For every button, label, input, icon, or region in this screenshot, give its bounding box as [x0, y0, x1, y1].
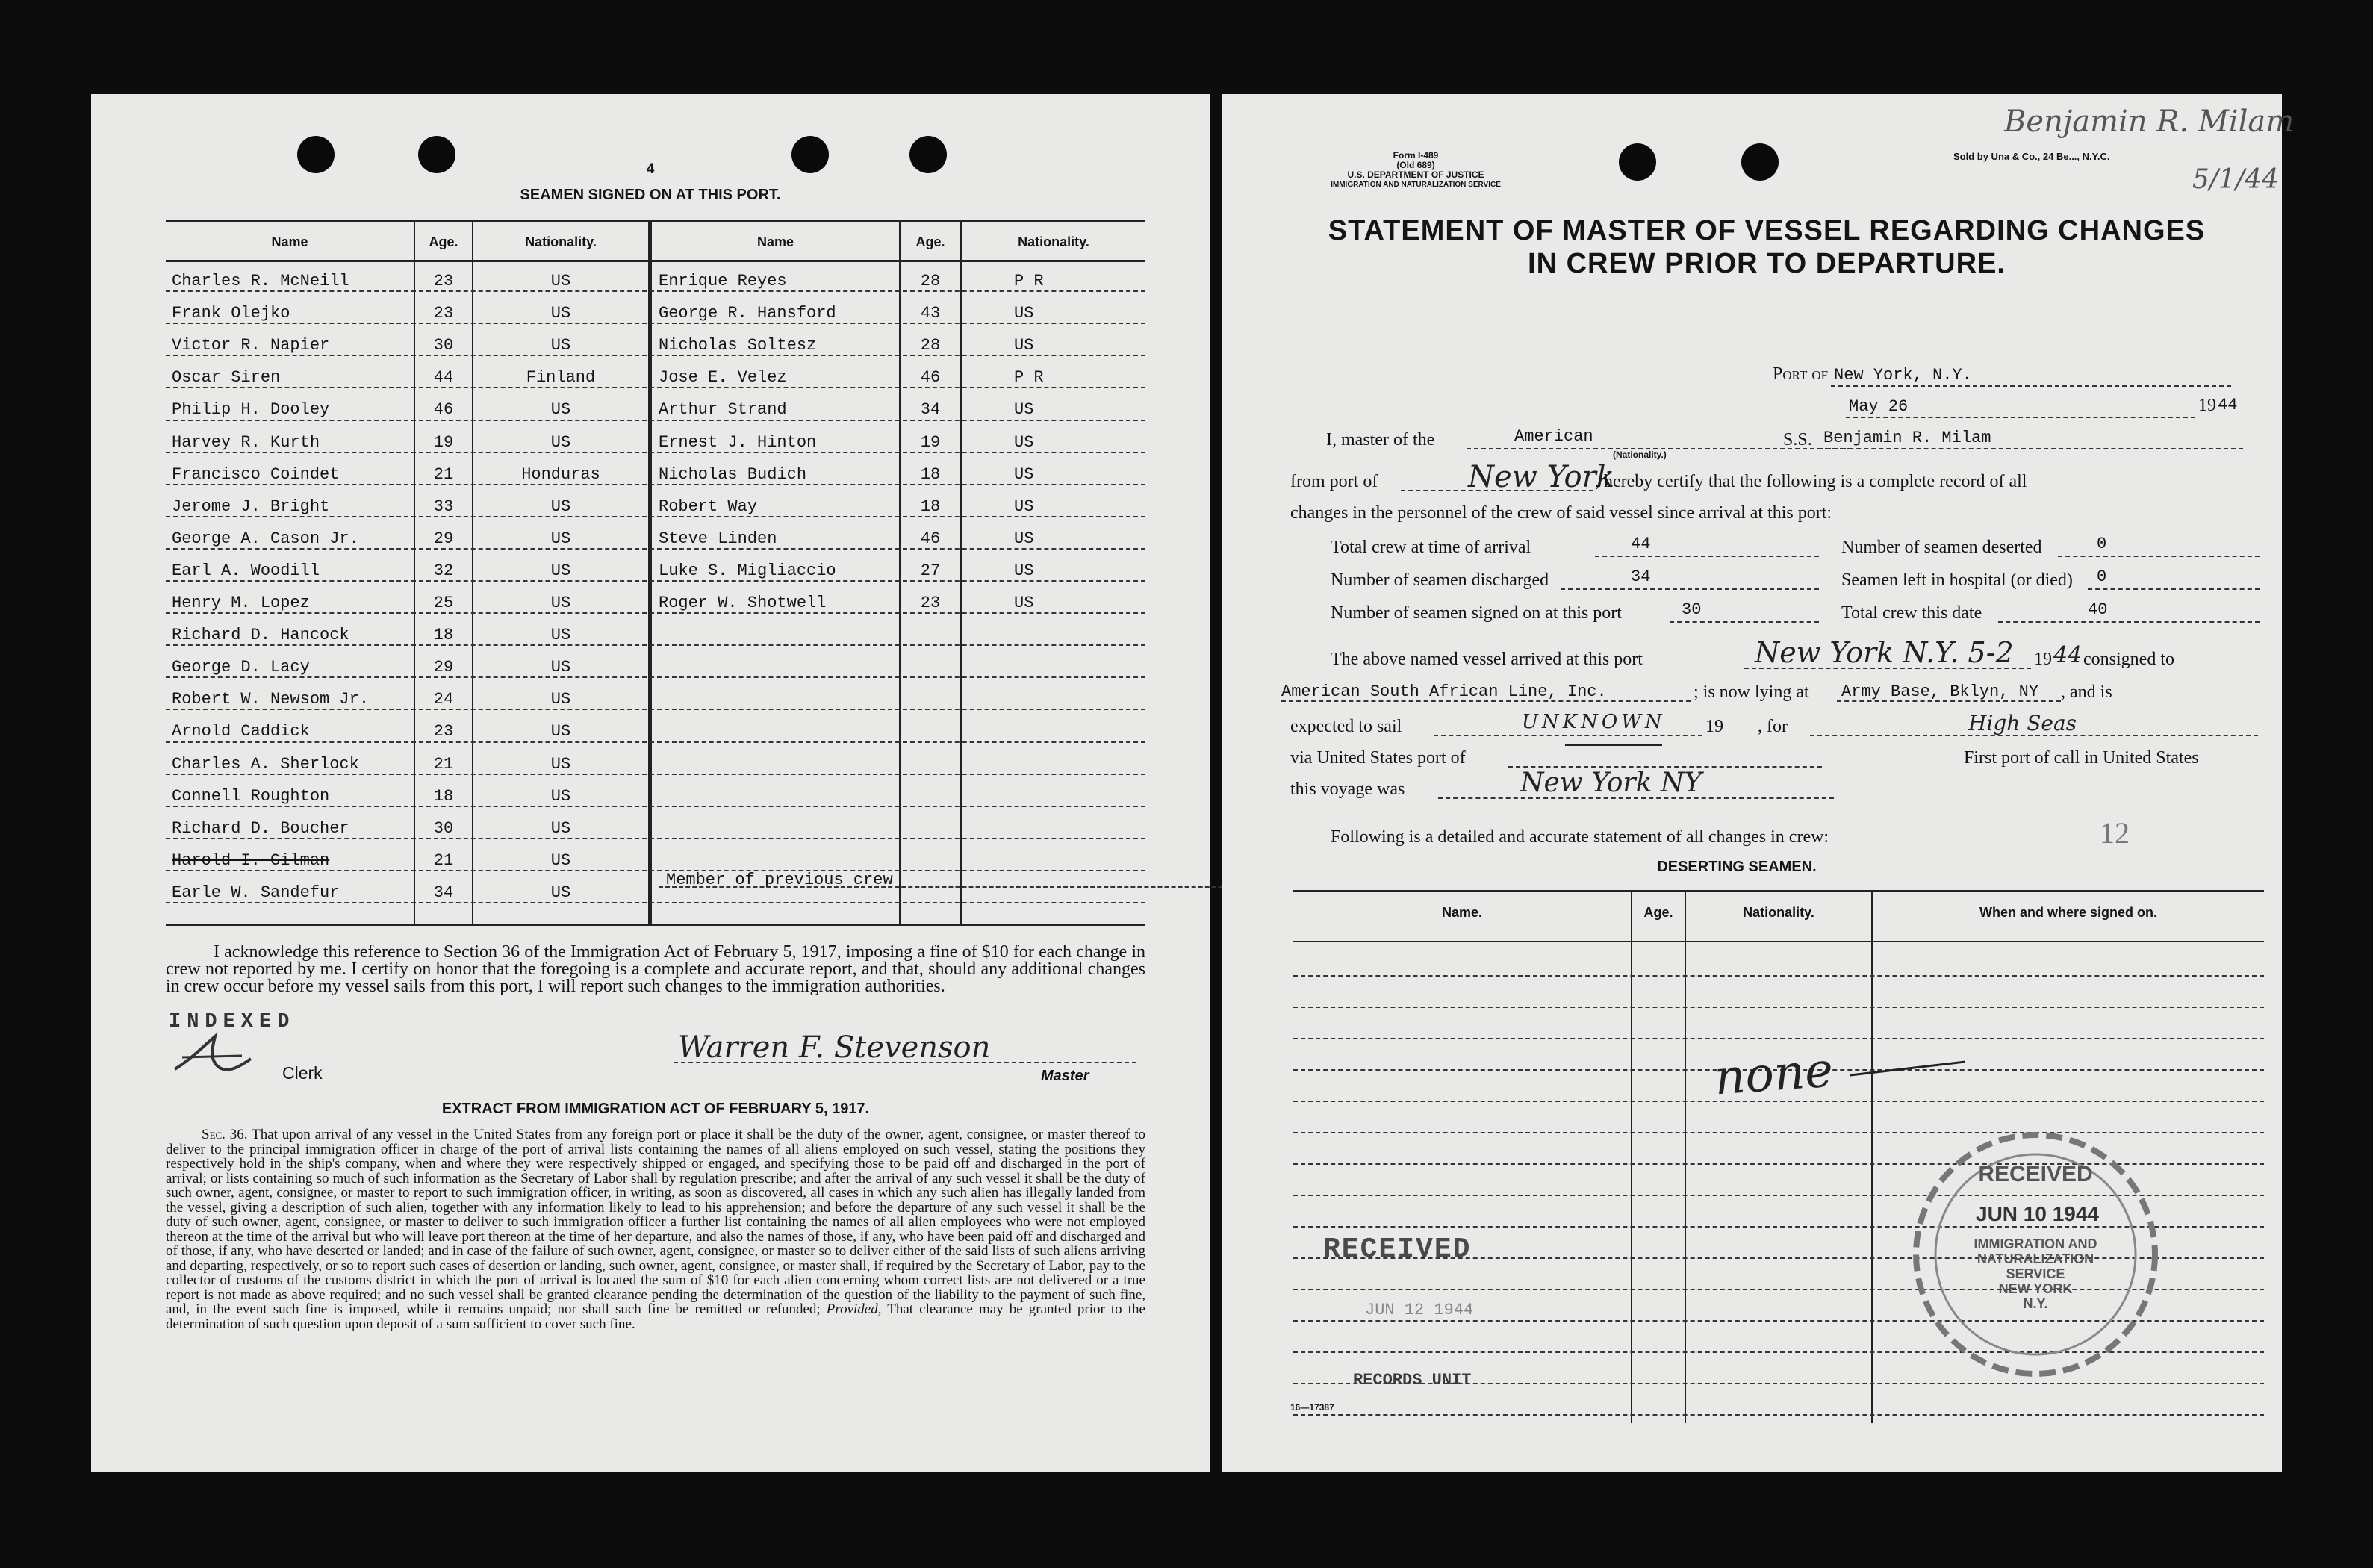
changes-text: changes in the personnel of the crew of said vessel since arrival at this port:: [1290, 503, 1832, 523]
crew-name: Nicholas Budich: [659, 464, 807, 484]
crew-nationality: US: [550, 883, 571, 902]
crew-name: Richard D. Boucher: [172, 818, 349, 838]
crew-age: 46: [433, 400, 454, 420]
crew-nationality: US: [1014, 432, 1034, 452]
none-stroke: [1849, 1057, 1968, 1087]
deserting-header-age: Age.: [1643, 905, 1673, 920]
crew-nationality: US: [550, 497, 571, 516]
deserting-row-rule: [1293, 1038, 2264, 1039]
crew-nationality: P R: [1014, 368, 1044, 388]
crew-name: Jerome J. Bright: [172, 497, 330, 516]
fill-line: [1595, 556, 1819, 557]
print-code: 16—17387: [1290, 1402, 1334, 1413]
year-value: 44: [2218, 396, 2238, 414]
round-stamp-line4: NEW YORK: [1998, 1281, 2073, 1296]
crew-nationality: US: [1014, 497, 1034, 516]
fill-line: [1401, 490, 1593, 491]
arrived-value: New York N.Y. 5-2: [1755, 636, 2014, 669]
certify-text: , hereby certify that the following is a complete record of all: [1595, 472, 2027, 491]
punch-hole: [1741, 143, 1779, 181]
crew-nationality: US: [550, 529, 571, 548]
section-label: Sec. 36.: [202, 1127, 248, 1142]
total-crew-date-value: 40: [2088, 600, 2108, 619]
crew-nationality: US: [1014, 336, 1034, 355]
crew-name: Charles A. Sherlock: [172, 754, 359, 774]
crew-age: 28: [920, 336, 941, 355]
fill-line: [1281, 700, 1691, 702]
crew-age: 21: [433, 850, 454, 870]
crew-age: 30: [433, 818, 454, 838]
fill-line: [1846, 417, 2195, 418]
fill-line: [1819, 448, 2243, 449]
crew-nationality: US: [550, 850, 571, 870]
crew-name: Steve Linden: [659, 529, 777, 548]
discharged-value: 34: [1631, 567, 1651, 586]
crew-age: 46: [920, 529, 941, 548]
crew-nationality: US: [550, 272, 571, 290]
expected-value: UNKNOWN: [1522, 711, 1666, 733]
deserting-header-nationality: Nationality.: [1743, 905, 1814, 920]
row-rule: [166, 420, 1145, 421]
crew-age: 23: [433, 722, 454, 741]
master-label: Master: [1041, 1068, 1089, 1084]
row-rule: [166, 323, 1145, 324]
deserting-header-name: Name.: [1441, 905, 1483, 920]
deserted-value: 0: [2097, 535, 2107, 553]
crew-nationality: US: [1014, 594, 1034, 612]
pencil-note-date: 5/1/44: [2192, 164, 2279, 195]
port-of-label: Port of: [1773, 364, 1829, 384]
col-divider: [960, 221, 962, 924]
deserting-row-rule: [1293, 975, 2264, 977]
punch-hole: [1619, 143, 1656, 181]
round-stamp-line3: SERVICE: [2006, 1266, 2065, 1281]
crew-age: 23: [920, 594, 941, 612]
previous-crew-line: [659, 886, 1263, 888]
crew-nationality: US: [1014, 561, 1034, 580]
row-rule: [166, 612, 1145, 614]
crew-name: Frank Olejko: [172, 304, 290, 323]
crew-name: Jose E. Velez: [659, 368, 787, 388]
old-form-number: (Old 689): [1396, 160, 1435, 170]
center-divider: [648, 221, 652, 924]
for-value: High Seas: [1968, 711, 2077, 735]
crew-name: Harvey R. Kurth: [172, 432, 320, 452]
crew-name: Oscar Siren: [172, 368, 281, 388]
crew-name: Enrique Reyes: [659, 272, 787, 290]
form-number: Form I-489: [1393, 150, 1439, 161]
table-top-rule: [166, 220, 1145, 222]
fill-line: [1561, 588, 1819, 590]
crew-age: 24: [433, 690, 454, 709]
received-stamp: RECEIVED: [1323, 1233, 1472, 1266]
deserting-row-rule: [1293, 1414, 2264, 1416]
crew-age: 29: [433, 529, 454, 548]
deserting-header-rule: [1293, 941, 2264, 942]
voyage-label: this voyage was: [1290, 780, 1405, 799]
arrived-year: 44: [2053, 642, 2083, 668]
crew-name: George D. Lacy: [172, 658, 310, 677]
crew-nationality: US: [550, 594, 571, 612]
table-header-rule: [166, 260, 1145, 262]
handwritten-underline: [1565, 744, 1662, 746]
crew-age: 19: [433, 432, 454, 452]
hospital-label: Seamen left in hospital (or died): [1841, 570, 2073, 590]
ss-label: S.S.: [1783, 430, 1812, 449]
col-divider: [1871, 892, 1873, 1423]
none-entry: none: [1712, 1042, 1835, 1107]
crew-name: Arnold Caddick: [172, 722, 310, 741]
header-name: Name: [271, 234, 308, 249]
fill-line: [2088, 588, 2260, 590]
extract-title: EXTRACT FROM IMMIGRATION ACT OF FEBRUARY 5, 1917.: [441, 1101, 870, 1117]
master-signature: Warren F. Stevenson: [678, 1030, 991, 1065]
and-is-label: , and is: [2061, 682, 2112, 702]
received-date: JUN 12 1944: [1365, 1301, 1474, 1319]
crew-name: Charles R. McNeill: [172, 272, 349, 290]
row-rule: [166, 902, 1145, 903]
from-port-value: New York: [1468, 460, 1614, 494]
arrived-year-prefix: 19: [2034, 650, 2052, 669]
crew-name: Henry M. Lopez: [172, 594, 310, 612]
crew-nationality: Finland: [526, 368, 596, 388]
crew-name: Philip H. Dooley: [172, 400, 330, 420]
discharged-label: Number of seamen discharged: [1331, 570, 1549, 590]
row-rule: [166, 838, 1145, 839]
total-crew-arrival-value: 44: [1631, 535, 1651, 553]
total-crew-date-label: Total crew this date: [1841, 603, 1982, 623]
fill-line: [1998, 621, 2260, 623]
department: U.S. DEPARTMENT OF JUSTICE: [1347, 169, 1484, 180]
main-title-line2: IN CREW PRIOR TO DEPARTURE.: [1528, 248, 2006, 279]
row-rule: [166, 355, 1145, 356]
round-stamp-received: RECEIVED: [1978, 1162, 2093, 1186]
crew-age: 18: [433, 626, 454, 645]
row-rule: [166, 580, 1145, 582]
section-36-text: [166, 1127, 1145, 1331]
crew-nationality: US: [550, 658, 571, 677]
crew-name: Harold I. Gilman: [172, 850, 330, 870]
crew-age: 21: [433, 464, 454, 484]
first-port-label: First port of call in United States: [1964, 748, 2199, 768]
crew-name: Ernest J. Hinton: [659, 432, 817, 452]
total-crew-arrival-label: Total crew at time of arrival: [1331, 538, 1531, 557]
crew-nationality: US: [550, 722, 571, 741]
crew-nationality: US: [550, 304, 571, 323]
date-value: May 26: [1849, 397, 1909, 416]
crew-name: Victor R. Napier: [172, 336, 330, 355]
crew-nationality: US: [550, 432, 571, 452]
clerk-initials: [167, 1030, 257, 1075]
header-age: Age.: [915, 234, 945, 249]
crew-name: Earl A. Woodill: [172, 561, 320, 580]
header-nationality: Nationality.: [525, 234, 597, 249]
crew-age: 34: [433, 883, 454, 902]
crew-name: Nicholas Soltesz: [659, 336, 817, 355]
crew-nationality: US: [550, 561, 571, 580]
deserting-row-rule: [1293, 1007, 2264, 1008]
crew-nationality: US: [1014, 529, 1034, 548]
fill-line: [1744, 668, 2031, 669]
row-rule: [166, 516, 1145, 517]
row-rule: [166, 741, 1145, 743]
expected-label: expected to sail: [1290, 717, 1402, 736]
pencil-note: Benjamin R. Milam: [2004, 105, 2295, 139]
voyage-value: New York NY: [1520, 768, 1702, 798]
crew-age: 34: [920, 400, 941, 420]
crew-nationality: US: [550, 786, 571, 806]
crew-nationality: US: [1014, 400, 1034, 420]
fill-line: [1831, 385, 2231, 387]
crew-name: George A. Cason Jr.: [172, 529, 359, 548]
crew-age: 28: [920, 272, 941, 290]
row-rule: [166, 548, 1145, 550]
hospital-value: 0: [2097, 567, 2107, 586]
row-rule: [166, 452, 1145, 453]
crew-name: Robert W. Newsom Jr.: [172, 690, 370, 709]
year-prefix-2: 19: [1705, 717, 1723, 736]
main-title-line1: STATEMENT OF MASTER OF VESSEL REGARDING CHANGES: [1328, 215, 2206, 246]
consignee-value: American South African Line, Inc.: [1281, 682, 1607, 701]
table-bottom-rule: [166, 924, 1145, 926]
crew-name: Robert Way: [659, 497, 758, 516]
crew-age: 43: [920, 304, 941, 323]
round-stamp-line5: N.Y.: [2023, 1296, 2048, 1311]
fill-line: [1837, 700, 2061, 702]
section-body: That upon arrival of any vessel in the United States from any foreign port or place it shall be the duty of the owner, agent, consignee, or master thereof to deliver to the principal immigration officer in charge of the port of arrival lists containing the names of all aliens employed on such vessel, stating the positions they respectively hold in the ship's company, when and where they were respectively shipped or engaged, and specifying those to be paid off and discharged in the port of arrival; or lists containing so much of such information as the Secretary of Labor shall by regulation prescribe; and after the arrival of any such vessel it shall be the duty of such owner, agent, consignee, or master to report to such immigration officer, in writing, as soon as discovered, all cases in which any such alien has illegally landed from the vessel, giving a description of such alien, together with any information likely to lead to his apprehension; and before the departure of any such vessel it shall be the duty of such owner, agent, consignee, or master to deliver to such immigration officer a further list containing the names of all alien employees who were not employed thereon at the time of the arrival but who will leave port thereon at the time of her departure, and also the names of those, if any, who have been paid off and discharged and of those, if any, who have deserted or landed; and in case of the failure of such owner, agent, consignee, or master so to deliver either of the said lists of such aliens arriving and departing, respectively, or so to report such cases of desertion or landing, such owner, agent, consignee, or master shall, if required by the Secretary of Labor, pay to the collector of customs of the customs district in which the port of arrival is located the sum of $10 for each alien concerning whom correct lists are not delivered or a true report is not made as above required; and no such vessel shall be granted clearance pending the determination of the question of the liability to the payment of such fine, and, in the event such fine is imposed, while it remains unpaid; nor shall such fine be remitted or refunded;: [166, 1127, 1145, 1317]
crew-age: 19: [920, 432, 941, 452]
header-name: Name: [756, 234, 794, 249]
master-of-label: I, master of the: [1326, 430, 1435, 449]
crew-nationality: US: [1014, 304, 1034, 323]
signed-on-label: Number of seamen signed on at this port: [1331, 603, 1622, 623]
crew-age: 46: [920, 368, 941, 388]
crew-name: George R. Hansford: [659, 304, 836, 323]
crew-age: 33: [433, 497, 454, 516]
crew-age: 32: [433, 561, 454, 580]
crew-age: 25: [433, 594, 454, 612]
consigned-label: consigned to: [2083, 650, 2174, 669]
crew-name: Richard D. Hancock: [172, 626, 349, 645]
row-rule: [166, 774, 1145, 775]
arrived-label: The above named vessel arrived at this port: [1331, 650, 1643, 669]
crew-age: 23: [433, 304, 454, 323]
nationality-caption: (Nationality.): [1613, 449, 1667, 460]
for-label: , for: [1758, 717, 1788, 736]
crew-name: Connell Roughton: [172, 786, 330, 806]
fill-line: [2058, 556, 2260, 557]
row-rule: [166, 484, 1145, 485]
crew-name: Francisco Coindet: [172, 464, 340, 484]
nationality-value: American: [1514, 427, 1593, 446]
fill-line: [1810, 735, 2258, 736]
crew-age: 27: [920, 561, 941, 580]
proviso-label: Provided,: [826, 1301, 882, 1317]
lying-value: Army Base, Bklyn, NY: [1841, 682, 2039, 701]
row-rule: [166, 709, 1145, 710]
crew-nationality: US: [550, 626, 571, 645]
row-rule: [166, 387, 1145, 388]
port-of-value: New York, N.Y.: [1834, 366, 1972, 385]
page-title: SEAMEN SIGNED ON AT THIS PORT.: [520, 187, 781, 203]
crew-nationality: Honduras: [521, 464, 600, 484]
vessel-name: Benjamin R. Milam: [1823, 429, 1991, 447]
crew-name: Arthur Strand: [659, 400, 787, 420]
header-nationality: Nationality.: [1018, 234, 1089, 249]
signed-on-value: 30: [1682, 600, 1702, 619]
left-page: [91, 94, 1210, 1472]
via-label: via United States port of: [1290, 748, 1466, 768]
deserting-top-rule: [1293, 890, 2264, 892]
header-age: Age.: [429, 234, 458, 249]
year-prefix: 19: [2198, 396, 2216, 415]
crew-nationality: US: [550, 690, 571, 709]
crew-age: 44: [433, 368, 454, 388]
round-stamp-line1: IMMIGRATION AND: [1974, 1236, 2097, 1251]
acknowledgement-text: I acknowledge this reference to Section 36 of the Immigration Act of February 5, 1917, imposing a fine of $10 for each change in crew not reported by me. I certify on honor that the foregoing is a complete and accurate report, and that, should any additional changes in crew occur before my vessel sails from this port, I will report such changes to the immigration authorities.: [166, 942, 1145, 996]
row-rule: [166, 806, 1145, 807]
col-divider: [1631, 892, 1632, 1423]
crew-age: 18: [433, 786, 454, 806]
crew-age: 29: [433, 658, 454, 677]
deserted-label: Number of seamen deserted: [1841, 538, 2042, 557]
lying-label: ; is now lying at: [1694, 682, 1809, 702]
previous-crew-note: Member of previous crew: [666, 871, 893, 889]
crew-age: 18: [920, 464, 941, 484]
crew-name: Earle W. Sandefur: [172, 883, 340, 902]
crew-nationality: US: [1014, 464, 1034, 484]
page-number: 4: [646, 161, 655, 177]
records-unit: RECORDS UNIT: [1353, 1371, 1472, 1390]
right-page: [1222, 94, 2295, 1472]
crew-name: Luke S. Migliaccio: [659, 561, 836, 580]
deserting-header-signed: When and where signed on.: [1979, 905, 2158, 920]
row-rule: [166, 644, 1145, 646]
crew-age: 30: [433, 336, 454, 355]
indexed-stamp: INDEXED: [169, 1011, 296, 1033]
clerk-label: Clerk: [282, 1063, 323, 1083]
proviso-text: That clearance may be granted prior to the determination of such question upon deposit of a sum sufficient to cover such fine.: [166, 1301, 1145, 1332]
signature-line: [674, 1062, 1136, 1063]
from-port-label: from port of: [1290, 472, 1378, 491]
service: IMMIGRATION AND NATURALIZATION SERVICE: [1331, 181, 1501, 189]
crew-age: 18: [920, 497, 941, 516]
crew-nationality: US: [550, 336, 571, 355]
col-divider: [1685, 892, 1686, 1423]
crew-nationality: US: [550, 400, 571, 420]
crew-nationality: US: [550, 754, 571, 774]
form-header: [1281, 151, 1550, 190]
crew-age: 21: [433, 754, 454, 774]
crew-nationality: P R: [1014, 272, 1044, 290]
round-stamp-date: JUN 10 1944: [1976, 1202, 2100, 1225]
row-rule: [166, 870, 1145, 871]
round-stamp-line2: NATURALIZATION: [1977, 1251, 2094, 1266]
fill-line: [1438, 797, 1834, 799]
row-rule: [166, 290, 1145, 292]
deserting-title: DESERTING SEAMEN.: [1657, 859, 1817, 875]
crew-age: 23: [433, 272, 454, 290]
seller-imprint: Sold by Una & Co., 24 Be..., N.Y.C.: [1953, 151, 2110, 162]
crew-nationality: US: [550, 818, 571, 838]
row-rule: [166, 676, 1145, 678]
fill-line: [1434, 735, 1702, 736]
page-mark: 12: [2100, 816, 2130, 850]
following-text: Following is a detailed and accurate statement of all changes in crew:: [1331, 827, 1829, 847]
fill-line: [1670, 621, 1819, 623]
crew-name: Roger W. Shotwell: [659, 594, 827, 612]
